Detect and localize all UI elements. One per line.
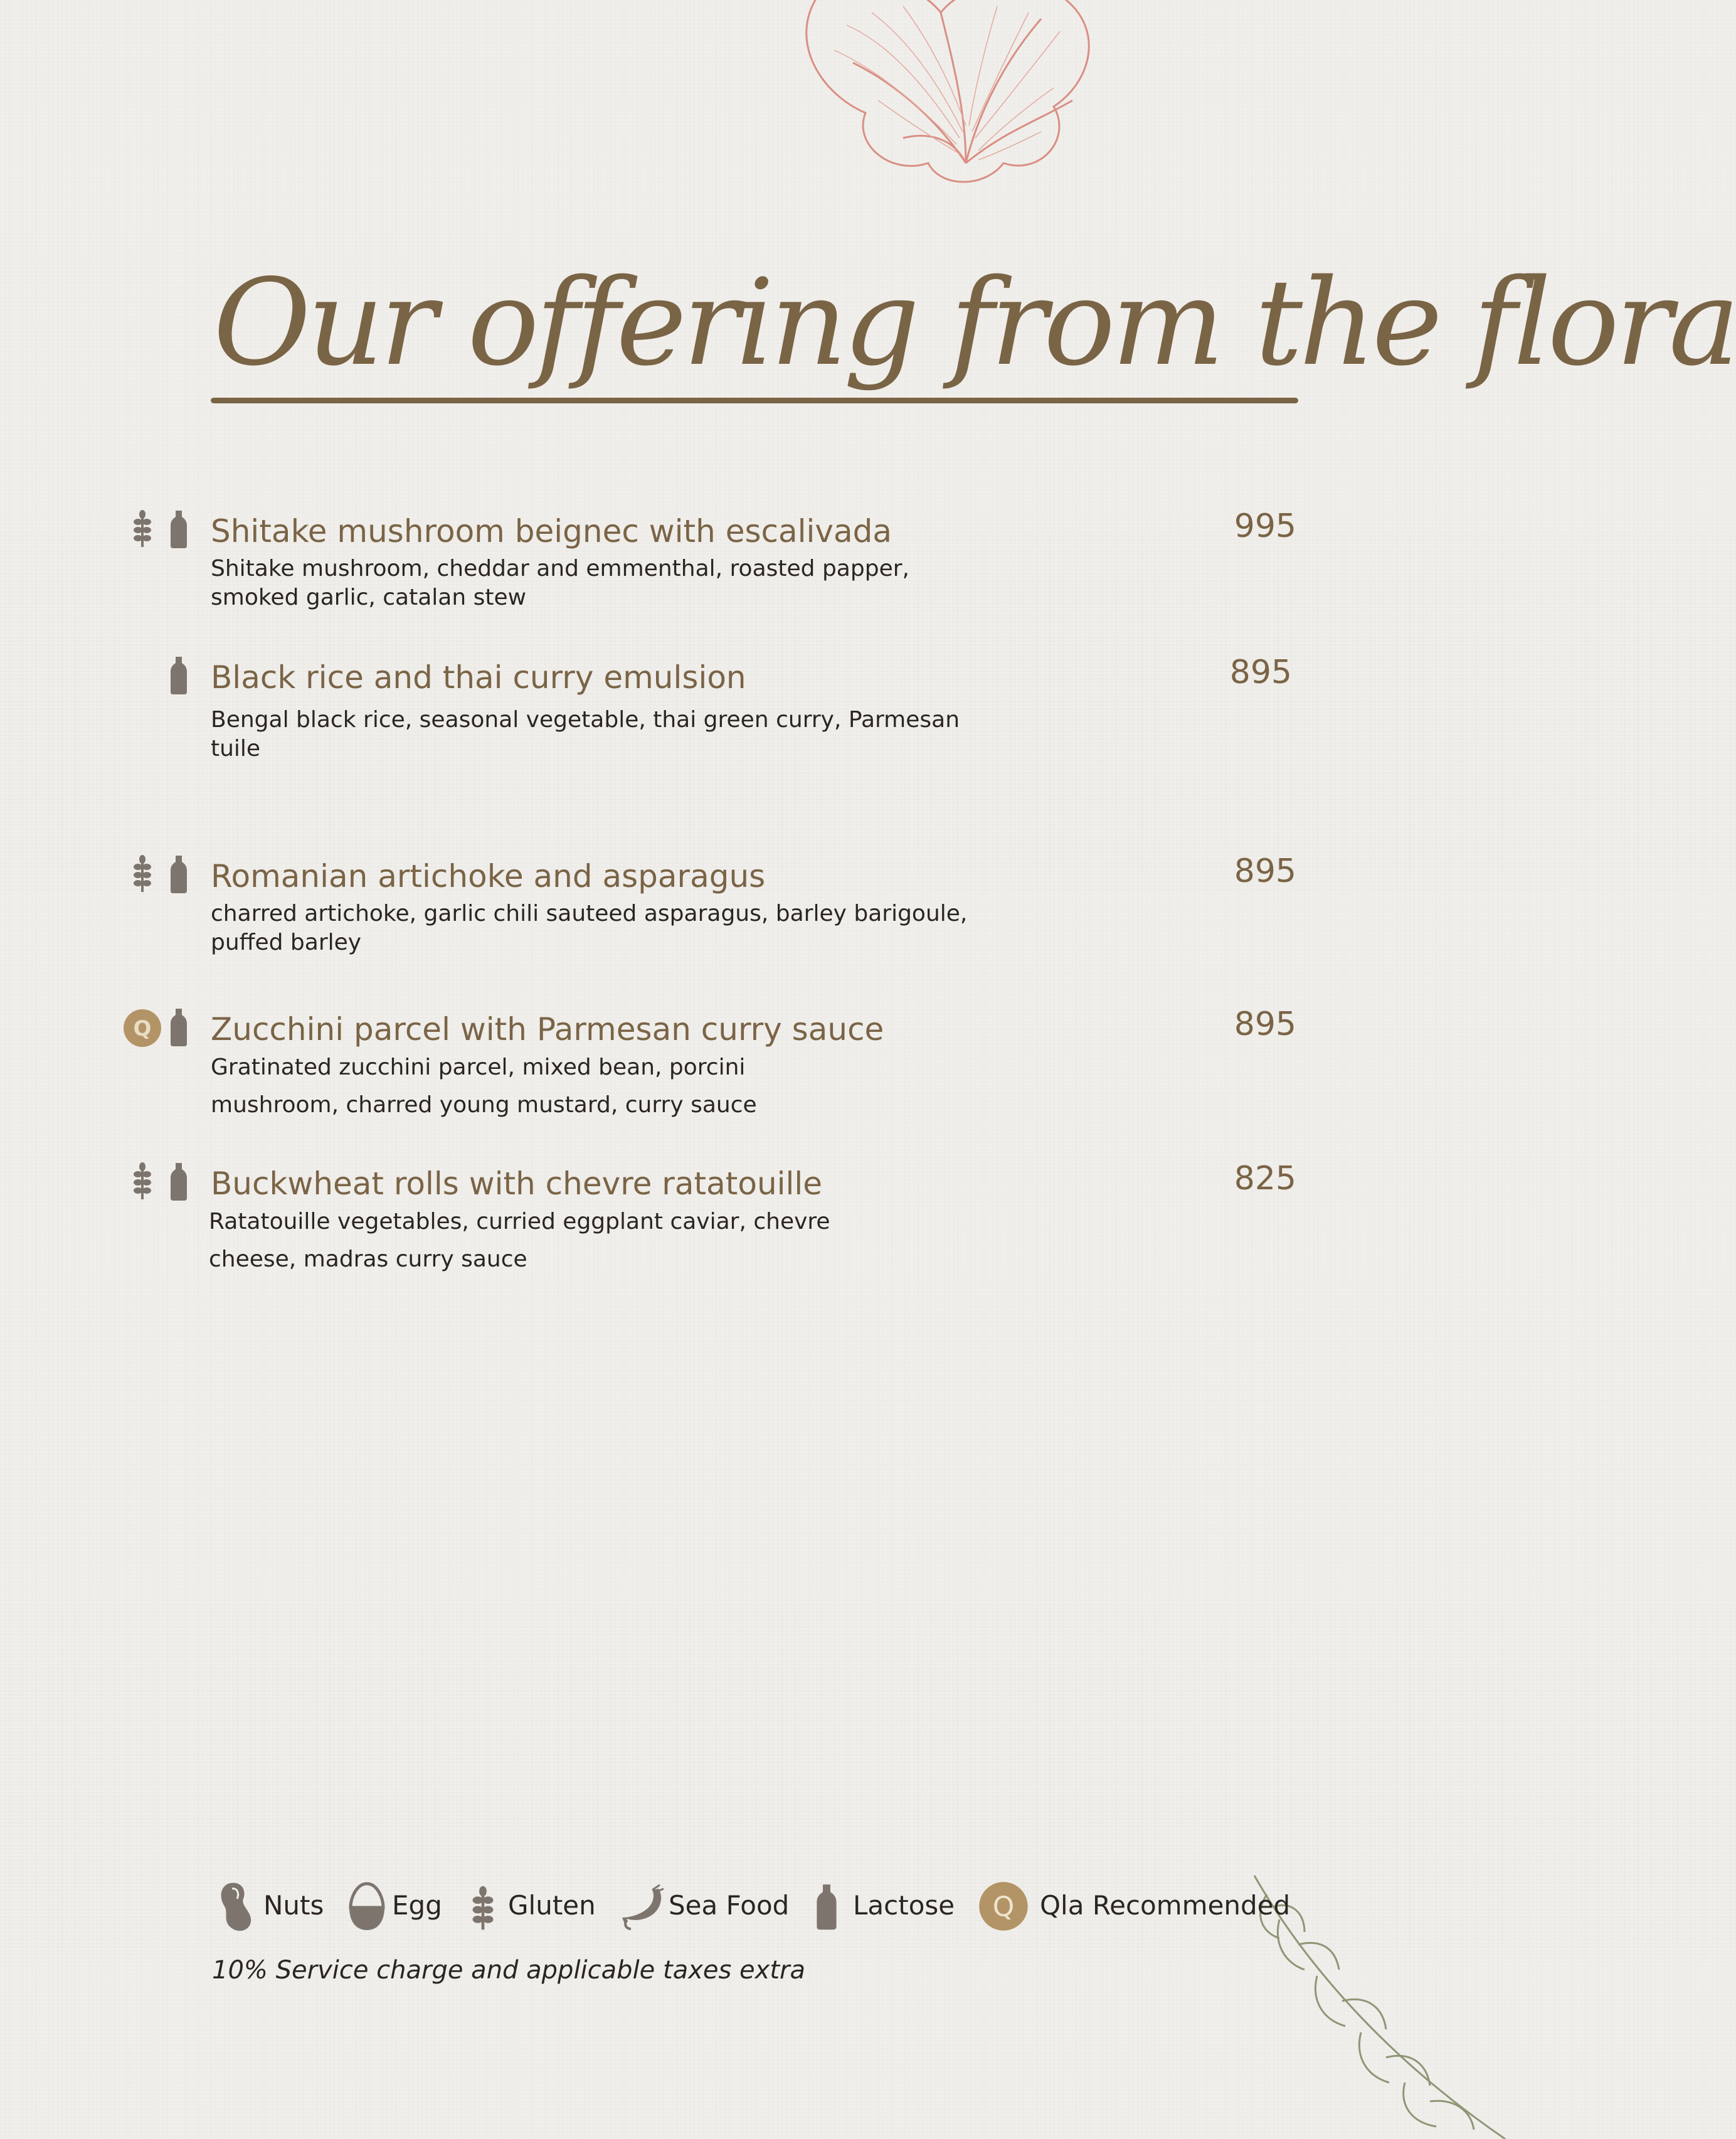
legend-label: Sea Food	[669, 1890, 790, 1921]
item-price: 895	[1234, 1006, 1296, 1043]
item-price: 995	[1234, 507, 1296, 545]
title-underline	[211, 398, 1298, 403]
gluten-icon	[470, 1882, 495, 1933]
item-name: Romanian artichoke and asparagus	[211, 858, 766, 894]
lactose-icon	[169, 656, 188, 694]
lactose-icon	[815, 1881, 838, 1931]
seafood-icon	[621, 1882, 666, 1933]
item-description: Ratatouille vegetables, curried eggplant caviar, chevre cheese, madras curry sauce	[209, 1209, 830, 1272]
legend-label: Egg	[392, 1890, 442, 1921]
gluten-icon	[132, 509, 153, 547]
svg-text:Q: Q	[992, 1891, 1015, 1923]
gluten-icon	[132, 854, 153, 892]
item-description: charred artichoke, garlic chili sauteed asparagus, barley barigoule, puffed barley	[211, 901, 968, 955]
legend-label: Gluten	[508, 1890, 596, 1921]
gluten-icon	[132, 1162, 153, 1199]
dietary-icons	[125, 1162, 201, 1206]
dietary-icons	[125, 509, 201, 553]
lactose-icon	[169, 509, 188, 548]
recommended-icon	[123, 1009, 162, 1048]
dietary-icons	[125, 854, 201, 898]
allergen-legend	[213, 1879, 1317, 1935]
menu-title: Our offering from the flora	[213, 253, 1736, 392]
dietary-icons	[125, 656, 201, 699]
legend-label: Nuts	[263, 1890, 324, 1921]
item-description: Bengal black rice, seasonal vegetable, thai green curry, Parmesan tuile	[211, 707, 960, 762]
egg-icon	[348, 1881, 386, 1934]
item-name: Buckwheat rolls with chevre ratatouille	[211, 1165, 823, 1202]
item-price: 825	[1234, 1160, 1296, 1197]
item-price: 895	[1229, 654, 1292, 691]
nuts-icon	[216, 1880, 260, 1933]
lactose-icon	[169, 854, 188, 893]
item-name: Black rice and thai curry emulsion	[211, 659, 746, 696]
legend-label: Lactose	[853, 1890, 955, 1921]
item-name: Zucchini parcel with Parmesan curry sauce	[211, 1011, 884, 1048]
recommended-icon	[978, 1881, 1029, 1931]
dietary-icons	[125, 1007, 201, 1051]
svg-text:Q: Q	[133, 1016, 152, 1041]
item-price: 895	[1234, 852, 1296, 890]
service-charge-note: 10% Service charge and applicable taxes extra	[212, 1956, 805, 1985]
item-name: Shitake mushroom beignec with escalivada	[211, 513, 892, 549]
lactose-icon	[169, 1007, 188, 1046]
lactose-icon	[169, 1162, 188, 1201]
item-description: Shitake mushroom, cheddar and emmenthal, roasted papper, smoked garlic, catalan stew	[211, 556, 909, 610]
legend-label: Qla Recommended	[1040, 1890, 1291, 1921]
item-description: Gratinated zucchini parcel, mixed bean, porcini mushroom, charred young mustard, curry sauce	[211, 1054, 757, 1118]
flower-illustration	[778, 0, 1167, 201]
